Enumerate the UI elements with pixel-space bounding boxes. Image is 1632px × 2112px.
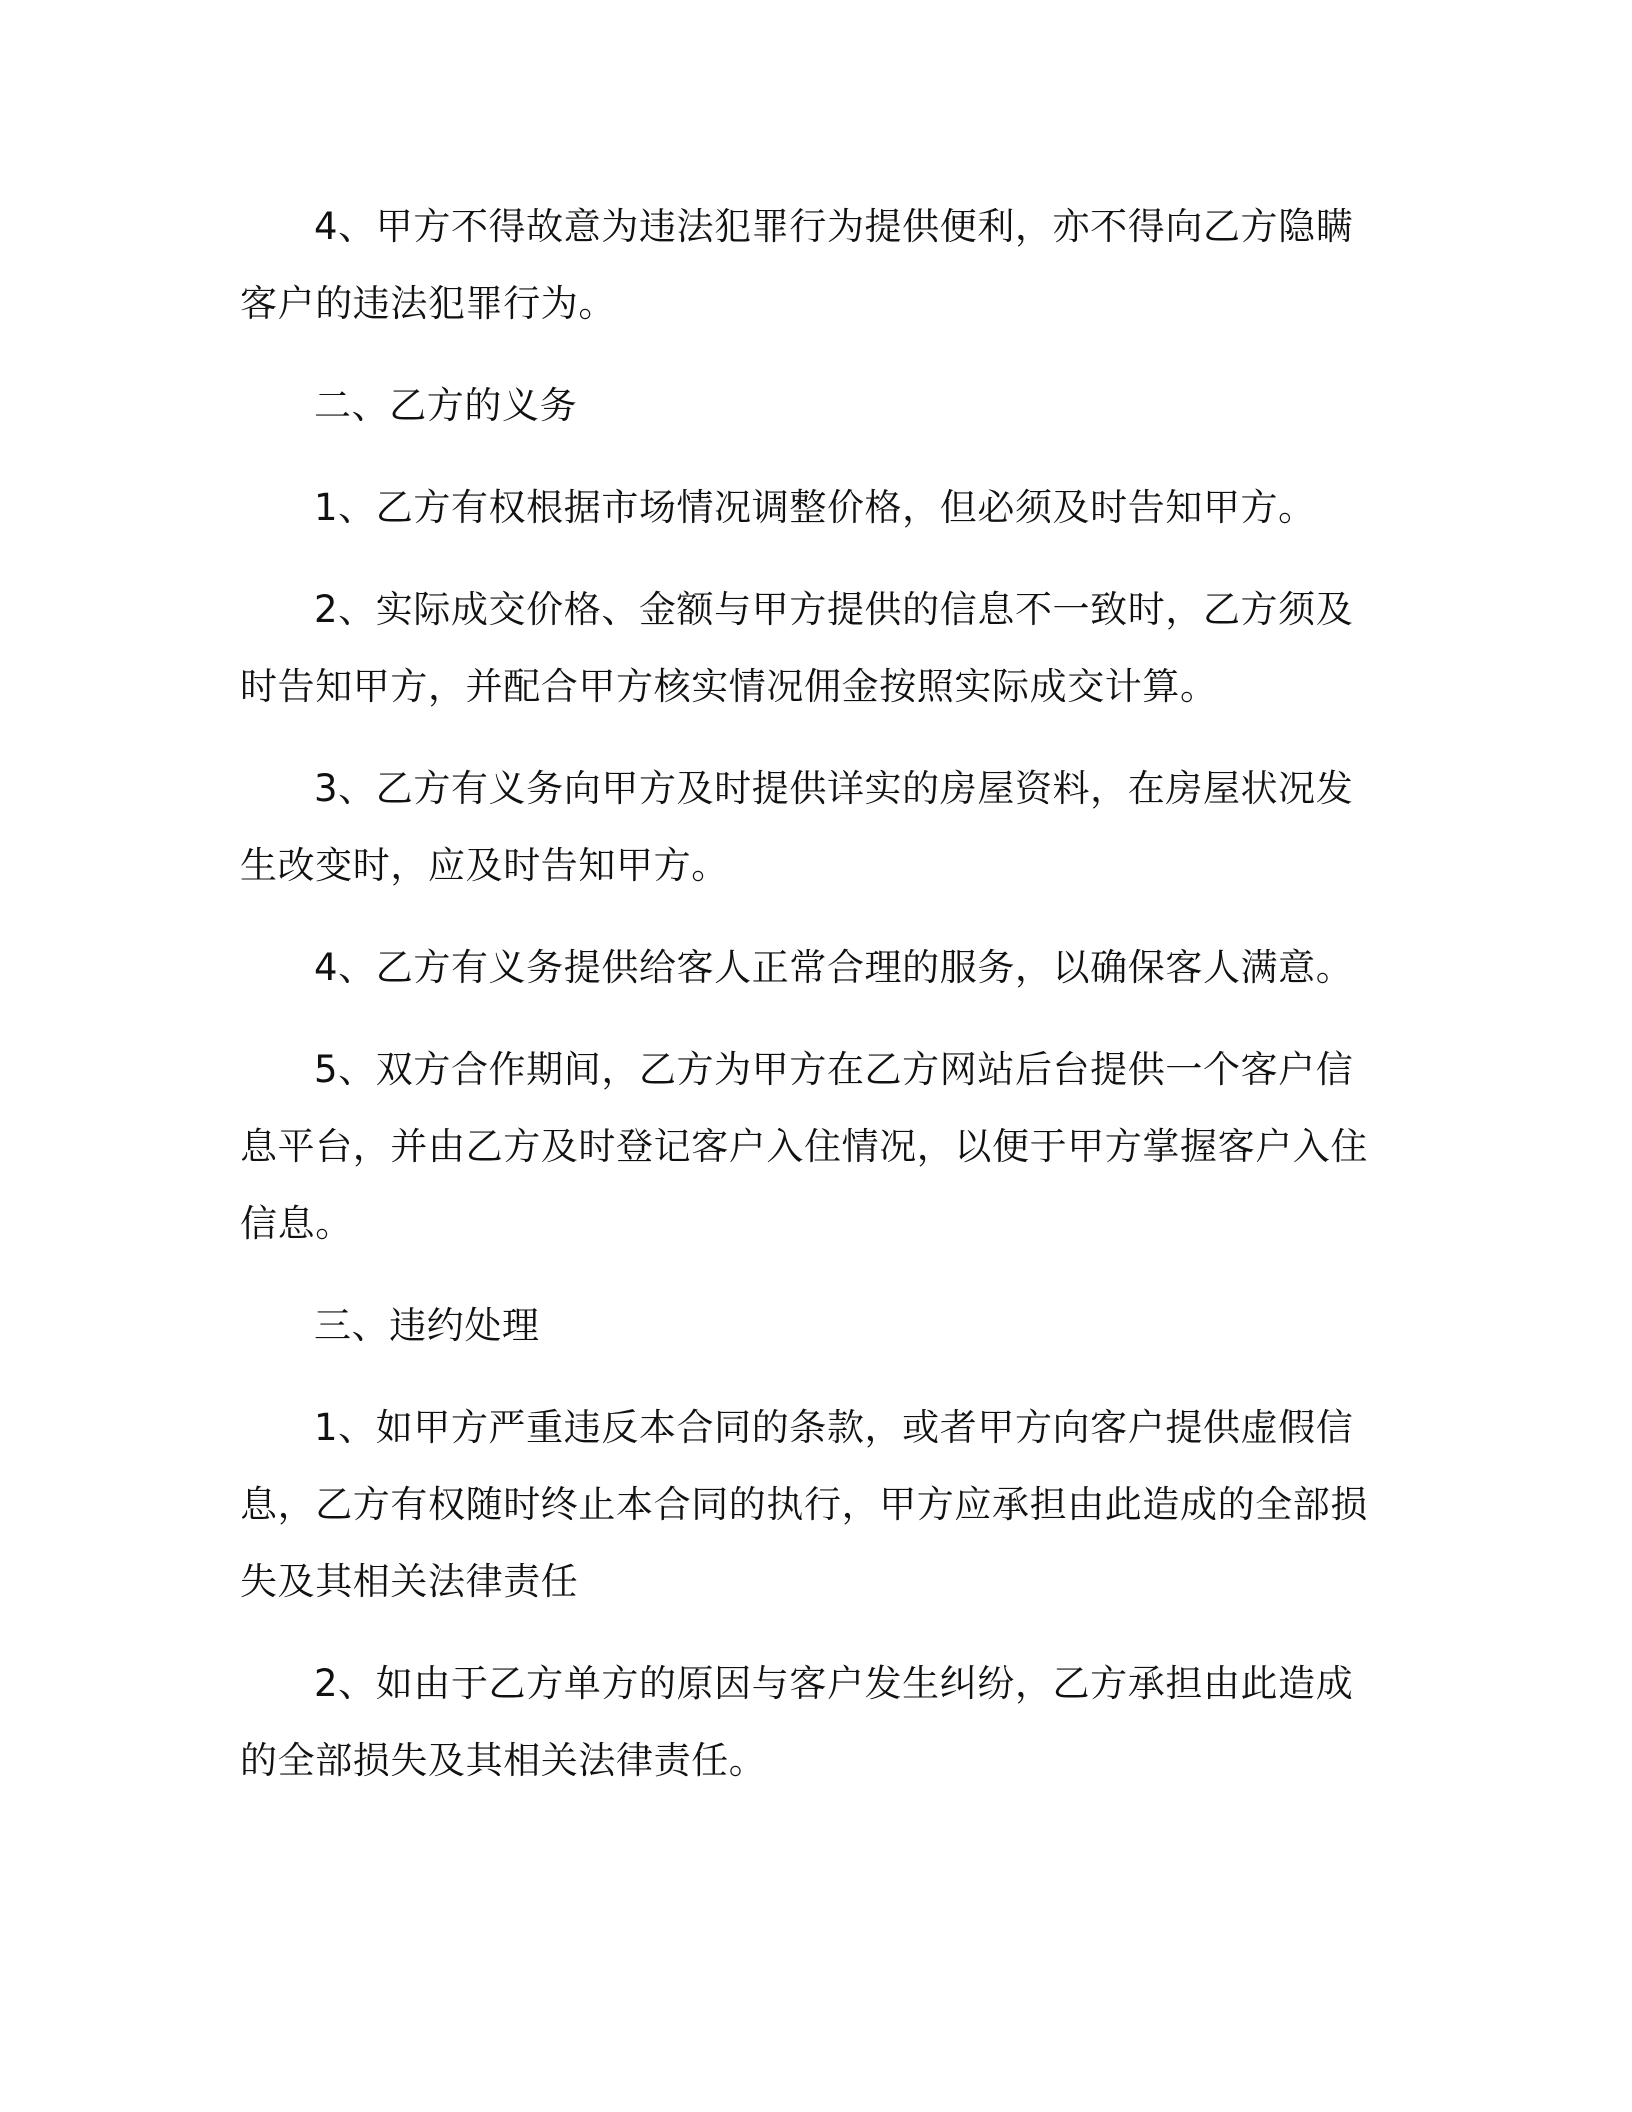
section-heading-party-b-obligations: 二、乙方的义务 <box>314 384 578 427</box>
clause-party-b-3: 3、乙方有义务向甲方及时提供详实的房屋资料，在房屋状况发生改变时，应及时告知甲方。 <box>240 767 1354 887</box>
clause-party-b-1: 1、乙方有权根据市场情况调整价格，但必须及时告知甲方。 <box>314 486 1316 529</box>
section-heading-breach-handling: 三、违约处理 <box>314 1304 540 1347</box>
clause-party-a-4: 4、甲方不得故意为违法犯罪行为提供便利，亦不得向乙方隐瞒客户的违法犯罪行为。 <box>240 205 1354 325</box>
clause-breach-2: 2、如由于乙方单方的原因与客户发生纠纷，乙方承担由此造成的全部损失及其相关法律责任。 <box>240 1662 1354 1782</box>
clause-party-b-4: 4、乙方有义务提供给客人正常合理的服务，以确保客人满意。 <box>314 946 1354 989</box>
document-body <box>240 188 1370 1799</box>
clause-party-b-2: 2、实际成交价格、金额与甲方提供的信息不一致时，乙方须及时告知甲方，并配合甲方核实情况佣金按照实际成交计算。 <box>240 588 1354 708</box>
clause-breach-1: 1、如甲方严重违反本合同的条款，或者甲方向客户提供虚假信息，乙方有权随时终止本合同的执行，甲方应承担由此造成的全部损失及其相关法律责任 <box>240 1406 1368 1603</box>
clause-party-b-5: 5、双方合作期间，乙方为甲方在乙方网站后台提供一个客户信息平台，并由乙方及时登记客户入住情况，以便于甲方掌握客户入住信息。 <box>240 1048 1368 1245</box>
